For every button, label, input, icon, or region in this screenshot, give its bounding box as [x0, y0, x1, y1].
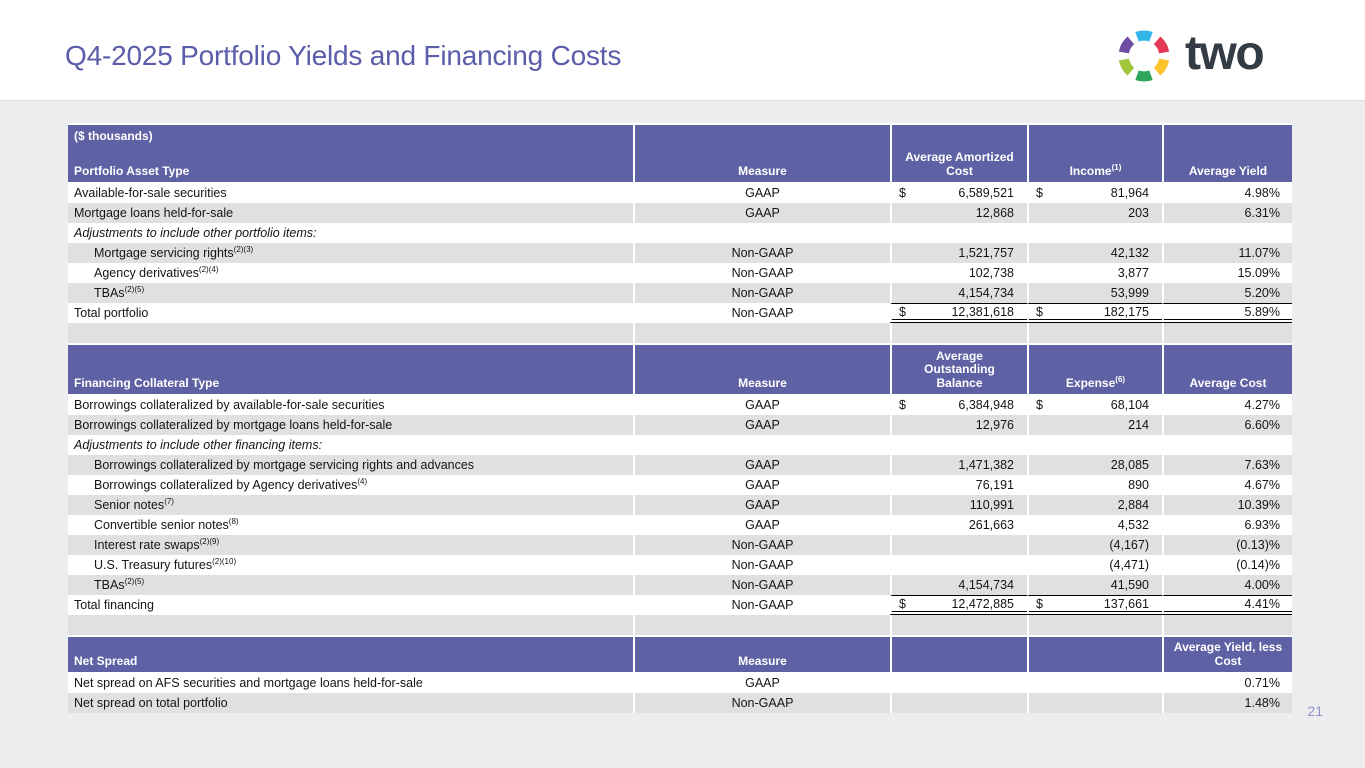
- row-label-cell: [68, 595, 633, 615]
- header-col3-label: Average Amortized Cost: [890, 123, 1027, 183]
- value-cell: [890, 435, 1027, 455]
- rate-cell: [1162, 263, 1292, 283]
- header-row-label: [68, 123, 633, 183]
- rate-cell: [1162, 673, 1292, 693]
- value-cell: [890, 475, 1027, 495]
- measure-cell: [633, 435, 890, 455]
- rate-cell: [1162, 595, 1292, 615]
- value-cell: [890, 263, 1027, 283]
- amount: 102,738: [968, 266, 1014, 280]
- value-cell: [1027, 203, 1162, 223]
- rate-value: 5.20%: [1244, 286, 1280, 300]
- header-col5-label: Average Yield: [1162, 123, 1292, 183]
- value-cell: [1027, 435, 1162, 455]
- table-row: [68, 535, 1292, 555]
- rate-cell: [1162, 415, 1292, 435]
- rate-cell: [1162, 455, 1292, 475]
- amount: 1,521,757: [958, 246, 1014, 260]
- two-logo-text: two: [1185, 26, 1264, 80]
- value-cell: [1027, 243, 1162, 263]
- amount: 4,154,734: [958, 578, 1014, 592]
- header-col3-label: [890, 635, 1027, 673]
- rate-value: (0.13)%: [1236, 538, 1280, 552]
- row-label: Senior notes$^{(7)}$: [94, 496, 174, 512]
- table-row: [68, 515, 1292, 535]
- value-cell: [890, 183, 1027, 203]
- currency-symbol: $: [899, 304, 906, 319]
- header-row: [68, 123, 1292, 183]
- table-row: [68, 283, 1292, 303]
- table-row: [68, 673, 1292, 693]
- row-label: Agency derivatives$^{(2)(4)}$: [94, 264, 219, 280]
- page-number: 21: [1307, 703, 1323, 719]
- measure-cell: Non-GAAP: [633, 263, 890, 283]
- row-label: TBAs$^{(2)(5)}$: [94, 284, 145, 300]
- amount: 81,964: [1110, 186, 1149, 200]
- spacer-row: [68, 323, 1292, 343]
- measure-cell: Non-GAAP: [633, 283, 890, 303]
- value-cell: [1027, 283, 1162, 303]
- currency-symbol: $: [1036, 398, 1043, 412]
- amount: 214: [1128, 418, 1149, 432]
- row-label: Adjustments to include other portfolio items:: [74, 226, 317, 240]
- measure-cell: [633, 223, 890, 243]
- value-cell: [1027, 615, 1162, 635]
- row-label-cell: [68, 693, 633, 713]
- value-cell: [890, 495, 1027, 515]
- header-col2-label: Measure: [633, 635, 890, 673]
- row-label-cell: [68, 455, 633, 475]
- currency-symbol: $: [899, 398, 906, 412]
- rate-value: 4.67%: [1244, 478, 1280, 492]
- row-label: Borrowings collateralized by Agency derivatives$^{(4)}$: [94, 476, 368, 492]
- value-cell: [890, 243, 1027, 263]
- amount: 182,175: [1103, 304, 1149, 319]
- value-cell: [1027, 455, 1162, 475]
- amount: 110,991: [969, 498, 1014, 512]
- row-label-cell: [68, 263, 633, 283]
- row-label-cell: [68, 475, 633, 495]
- row-label-cell: [68, 555, 633, 575]
- measure-cell: GAAP: [633, 183, 890, 203]
- value-cell: [1027, 555, 1162, 575]
- table-row: [68, 575, 1292, 595]
- measure-cell: GAAP: [633, 455, 890, 475]
- value-cell: [1027, 575, 1162, 595]
- rate-cell: [1162, 615, 1292, 635]
- footnote-ref: (2)(9): [199, 536, 220, 546]
- rate-value: (0.14)%: [1236, 558, 1280, 572]
- rate-cell: [1162, 515, 1292, 535]
- value-cell: [890, 455, 1027, 475]
- header-col1-label: Financing Collateral Type: [74, 376, 220, 391]
- row-label: Mortgage loans held-for-sale: [74, 206, 234, 220]
- value-cell: [1027, 415, 1162, 435]
- rate-value: 6.60%: [1244, 418, 1280, 432]
- amount: 890: [1128, 478, 1149, 492]
- value-cell: [1027, 263, 1162, 283]
- row-label: TBAs$^{(2)(5)}$: [94, 576, 145, 592]
- row-label: Interest rate swaps$^{(2)(9)}$: [94, 536, 220, 552]
- row-label-cell: [68, 615, 633, 635]
- row-label: Convertible senior notes$^{(8)}$: [94, 516, 239, 532]
- table-row: [68, 183, 1292, 203]
- header-row: [68, 635, 1292, 673]
- value-cell: [1027, 183, 1162, 203]
- row-label: Borrowings collateralized by mortgage loans held-for-sale: [74, 418, 393, 432]
- header-row: [68, 343, 1292, 395]
- footnote-ref: (6): [1115, 375, 1126, 385]
- value-cell: [1027, 303, 1162, 323]
- row-label-cell: [68, 183, 633, 203]
- row-label-cell: [68, 203, 633, 223]
- rate-value: 4.41%: [1244, 596, 1280, 611]
- footnote-ref: (1): [1111, 163, 1122, 173]
- amount: 203: [1128, 206, 1149, 220]
- value-cell: [1027, 323, 1162, 343]
- value-cell: [1027, 673, 1162, 693]
- value-cell: [890, 673, 1027, 693]
- row-label: Total financing: [74, 598, 154, 612]
- rate-value: 15.09%: [1237, 266, 1280, 280]
- rate-value: 7.63%: [1244, 458, 1280, 472]
- currency-symbol: $: [899, 596, 906, 611]
- rate-cell: [1162, 435, 1292, 455]
- table-row: [68, 595, 1292, 615]
- measure-cell: Non-GAAP: [633, 535, 890, 555]
- footnote-ref: (2)(5): [124, 284, 145, 294]
- measure-cell: GAAP: [633, 415, 890, 435]
- footnote-ref: (2)(10): [212, 556, 237, 566]
- value-cell: [890, 595, 1027, 615]
- amount: 261,663: [968, 518, 1014, 532]
- measure-cell: Non-GAAP: [633, 575, 890, 595]
- amount: 3,877: [1117, 266, 1149, 280]
- table-row: [68, 555, 1292, 575]
- row-label: Net spread on AFS securities and mortgage loans held-for-sale: [74, 676, 423, 690]
- measure-cell: GAAP: [633, 495, 890, 515]
- header-col4-label: Income$^{(1)}$: [1027, 123, 1162, 183]
- measure-cell: Non-GAAP: [633, 595, 890, 615]
- table-row: [68, 693, 1292, 713]
- table-net-spread: [68, 635, 1292, 713]
- row-label: U.S. Treasury futures$^{(2)(10)}$: [94, 556, 237, 572]
- header-col5-label: Average Cost: [1162, 343, 1292, 395]
- value-cell: [890, 535, 1027, 555]
- header-row-label: [68, 635, 633, 673]
- page-title: Q4-2025 Portfolio Yields and Financing Costs: [65, 40, 622, 71]
- footnote-ref: (7): [164, 496, 174, 506]
- amount: 76,191: [975, 478, 1014, 492]
- footnote-ref: (2)(5): [124, 576, 145, 586]
- rate-cell: [1162, 693, 1292, 713]
- row-label: Net spread on total portfolio: [74, 696, 228, 710]
- unit-note: ($ thousands): [74, 129, 153, 143]
- rate-cell: [1162, 203, 1292, 223]
- amount: 6,589,521: [958, 186, 1014, 200]
- value-cell: [1027, 475, 1162, 495]
- rate-cell: [1162, 223, 1292, 243]
- two-logo-mark-icon: [1110, 22, 1178, 90]
- row-label-cell: [68, 395, 633, 415]
- rate-value: 4.27%: [1244, 398, 1280, 412]
- currency-symbol: $: [1036, 304, 1043, 319]
- two-logo: [1110, 22, 1263, 90]
- rate-cell: [1162, 283, 1292, 303]
- financial-tables: [68, 123, 1292, 713]
- row-label-cell: [68, 535, 633, 555]
- row-label-cell: [68, 283, 633, 303]
- rate-value: 11.07%: [1238, 246, 1280, 260]
- measure-cell: [633, 323, 890, 343]
- rate-value: 10.39%: [1237, 498, 1280, 512]
- table-row: [68, 455, 1292, 475]
- table-portfolio-yields: [68, 123, 1292, 343]
- value-cell: [1027, 495, 1162, 515]
- row-label-cell: [68, 303, 633, 323]
- rate-value: 4.00%: [1244, 578, 1280, 592]
- rate-value: 5.89%: [1244, 304, 1280, 319]
- row-label-cell: [68, 223, 633, 243]
- measure-cell: Non-GAAP: [633, 693, 890, 713]
- value-cell: [890, 693, 1027, 713]
- rate-cell: [1162, 555, 1292, 575]
- amount: 53,999: [1110, 286, 1149, 300]
- spacer-row: [68, 615, 1292, 635]
- amount: 42,132: [1110, 246, 1149, 260]
- footnote-ref: (4): [357, 476, 368, 486]
- value-cell: [890, 415, 1027, 435]
- table-row: [68, 495, 1292, 515]
- row-label: Mortgage servicing rights$^{(2)(3)}$: [94, 244, 254, 260]
- table-financing-costs: [68, 343, 1292, 635]
- value-cell: [1027, 535, 1162, 555]
- row-label-cell: [68, 495, 633, 515]
- rate-cell: [1162, 183, 1292, 203]
- row-label: Adjustments to include other financing items:: [74, 438, 323, 452]
- rate-cell: [1162, 323, 1292, 343]
- value-cell: [1027, 595, 1162, 615]
- rate-cell: [1162, 303, 1292, 323]
- value-cell: [1027, 223, 1162, 243]
- amount: 4,532: [1117, 518, 1149, 532]
- value-cell: [890, 323, 1027, 343]
- amount: 68,104: [1110, 398, 1149, 412]
- value-cell: [890, 223, 1027, 243]
- header-col1-label: Net Spread: [74, 654, 138, 669]
- row-label: Available-for-sale securities: [74, 186, 227, 200]
- amount: 12,976: [975, 418, 1014, 432]
- header-col2-label: Measure: [633, 343, 890, 395]
- value-cell: [890, 283, 1027, 303]
- value-cell: [1027, 693, 1162, 713]
- row-label-cell: [68, 515, 633, 535]
- rate-value: 6.93%: [1244, 518, 1280, 532]
- value-cell: [890, 575, 1027, 595]
- content-area: [0, 100, 1365, 768]
- row-label-cell: [68, 435, 633, 455]
- row-label-cell: [68, 575, 633, 595]
- rate-cell: [1162, 475, 1292, 495]
- header-col3-label: Average Outstanding Balance: [890, 343, 1027, 395]
- value-cell: [890, 555, 1027, 575]
- measure-cell: [633, 615, 890, 635]
- currency-symbol: $: [1036, 596, 1043, 611]
- footnote-ref: (2)(3): [233, 244, 254, 254]
- footnote-ref: (8): [228, 516, 239, 526]
- amount: 6,384,948: [958, 398, 1014, 412]
- amount: 41,590: [1110, 578, 1149, 592]
- header-col4-label: [1027, 635, 1162, 673]
- table-row: [68, 475, 1292, 495]
- rate-value: 4.98%: [1244, 186, 1280, 200]
- row-label: Borrowings collateralized by mortgage servicing rights and advances: [94, 458, 475, 472]
- measure-cell: Non-GAAP: [633, 243, 890, 263]
- rate-cell: [1162, 395, 1292, 415]
- row-label: Borrowings collateralized by available-for-sale securities: [74, 398, 385, 412]
- amount: 2,884: [1117, 498, 1149, 512]
- rate-cell: [1162, 243, 1292, 263]
- table-row: [68, 203, 1292, 223]
- rate-cell: [1162, 495, 1292, 515]
- amount: (4,167): [1109, 538, 1149, 552]
- measure-cell: GAAP: [633, 515, 890, 535]
- row-label: Total portfolio: [74, 306, 149, 320]
- row-label-cell: [68, 673, 633, 693]
- rate-value: 1.48%: [1244, 696, 1280, 710]
- value-cell: [890, 615, 1027, 635]
- value-cell: [1027, 395, 1162, 415]
- amount: 12,868: [975, 206, 1014, 220]
- footnote-ref: (2)(4): [198, 264, 219, 274]
- amount: 12,381,618: [951, 304, 1014, 319]
- measure-cell: Non-GAAP: [633, 555, 890, 575]
- table-row: [68, 435, 1292, 455]
- header-col2-label: Measure: [633, 123, 890, 183]
- row-label-cell: [68, 243, 633, 263]
- table-row: [68, 303, 1292, 323]
- amount: 12,472,885: [951, 596, 1014, 611]
- currency-symbol: $: [1036, 186, 1043, 200]
- value-cell: [890, 203, 1027, 223]
- amount: 28,085: [1110, 458, 1149, 472]
- value-cell: [1027, 515, 1162, 535]
- amount: 4,154,734: [958, 286, 1014, 300]
- header-col1-label: Portfolio Asset Type: [74, 164, 190, 179]
- value-cell: [890, 515, 1027, 535]
- amount: (4,471): [1109, 558, 1149, 572]
- table-row: [68, 415, 1292, 435]
- value-cell: [890, 395, 1027, 415]
- amount: 1,471,382: [958, 458, 1014, 472]
- rate-value: 6.31%: [1244, 206, 1280, 220]
- measure-cell: Non-GAAP: [633, 303, 890, 323]
- row-label-cell: [68, 323, 633, 343]
- header-col4-label: Expense$^{(6)}$: [1027, 343, 1162, 395]
- rate-value: 0.71%: [1244, 676, 1280, 690]
- header-row-label: [68, 343, 633, 395]
- rate-cell: [1162, 535, 1292, 555]
- amount: 137,661: [1103, 596, 1149, 611]
- table-row: [68, 395, 1292, 415]
- table-row: [68, 243, 1292, 263]
- measure-cell: GAAP: [633, 395, 890, 415]
- table-row: [68, 223, 1292, 243]
- currency-symbol: $: [899, 186, 906, 200]
- measure-cell: GAAP: [633, 673, 890, 693]
- row-label-cell: [68, 415, 633, 435]
- rate-cell: [1162, 575, 1292, 595]
- measure-cell: GAAP: [633, 203, 890, 223]
- measure-cell: GAAP: [633, 475, 890, 495]
- header-col5-label: Average Yield, less Cost: [1162, 635, 1292, 673]
- table-row: [68, 263, 1292, 283]
- value-cell: [890, 303, 1027, 323]
